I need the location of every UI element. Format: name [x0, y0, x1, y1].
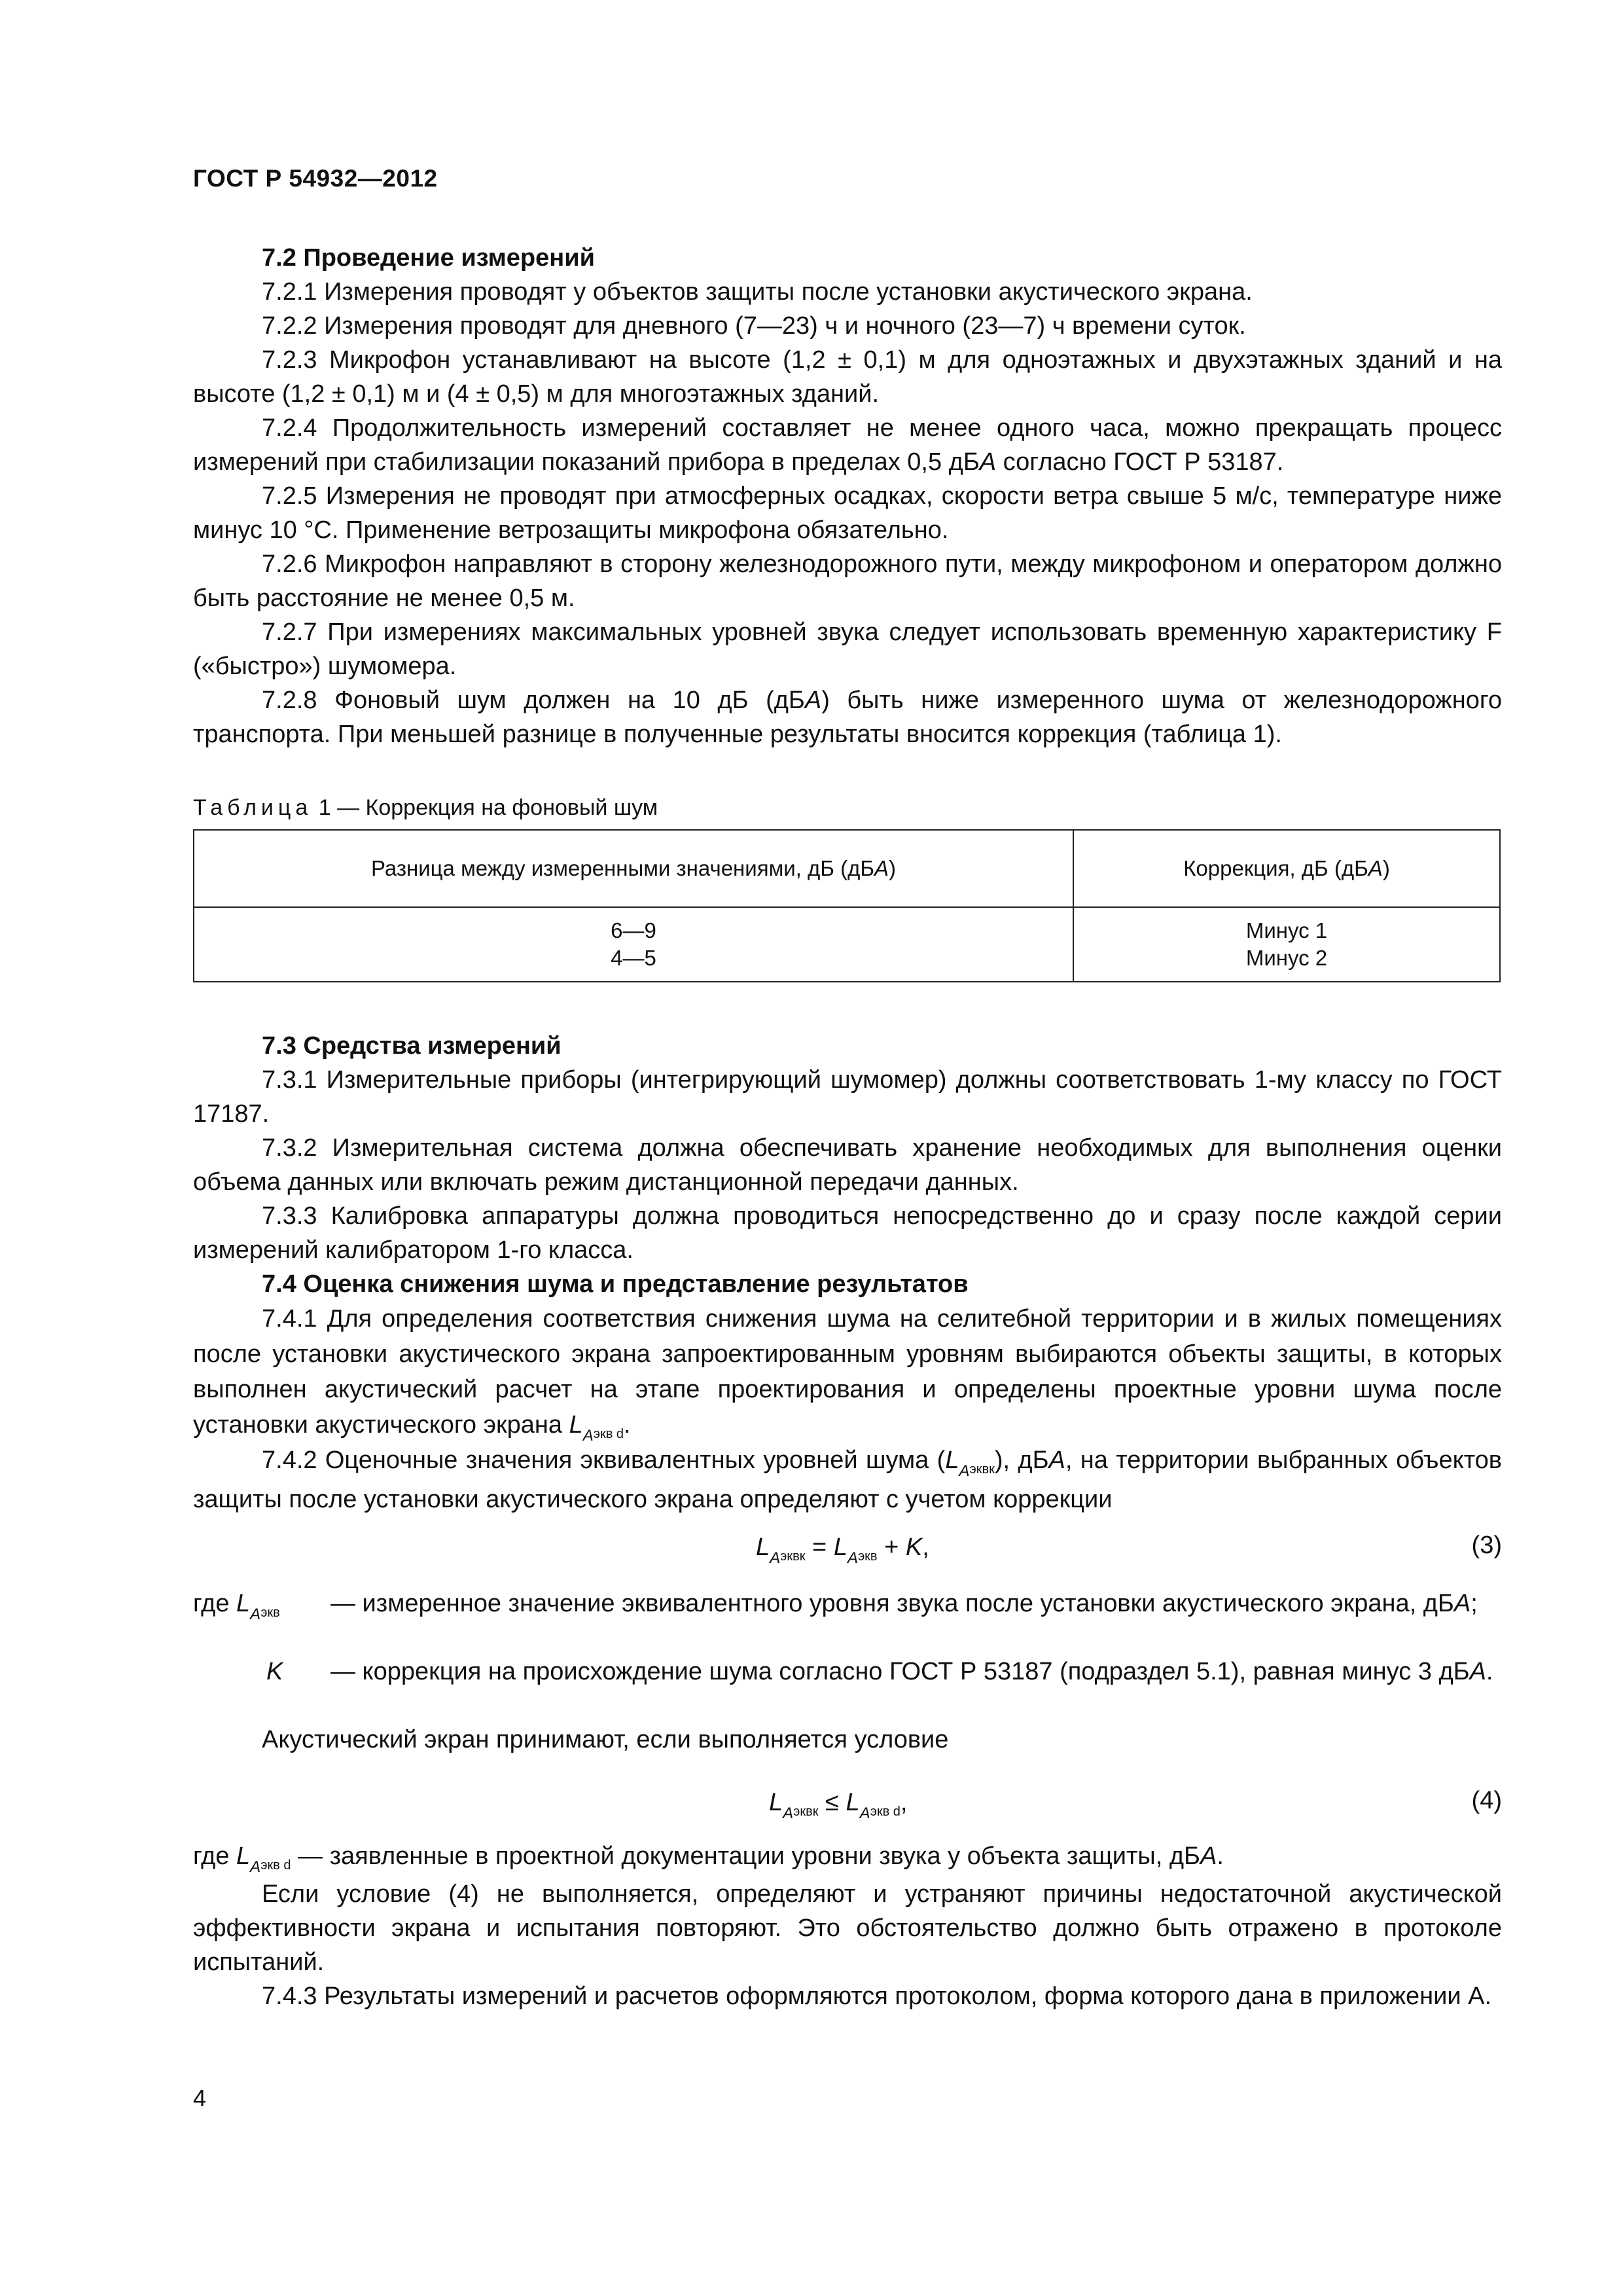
table-header-correction: Коррекция, дБ (дБA)	[1073, 830, 1500, 907]
para-7-3-1: 7.3.1 Измерительные приборы (интегрирующий шумомер) должны соответствовать 1-му классу по ГОСТ 17187.	[193, 1066, 1502, 1128]
para-condition-fail: Если условие (4) не выполняется, определяют и устраняют причины недостаточной акустической эффективности экрана и испытания повторяют. Это обстоятельство должно быть отражено в протоколе испытаний.	[193, 1880, 1502, 1976]
equation-3: $L_{Aэквк} = L_{Aэкв} + K$,	[756, 1534, 929, 1567]
para-7-4-2: 7.4.2 Оценочные значения эквивалентных уровней шума $(L_{Aэквк})$, дБA, на территории выбранных объектов защиты после установки акустического экрана определяют с учетом коррекции	[193, 1446, 1502, 1513]
para-7-2-2: 7.2.2 Измерения проводят для дневного (7—23) ч и ночного (23—7) ч времени суток.	[262, 312, 1246, 340]
para-7-2-3: 7.2.3 Микрофон устанавливают на высоте (1,2 ± 0,1) м для одноэтажных и двухэтажных зданий и на высоте (1,2 ± 0,1) м и (4 ± 0,5) м для многоэтажных зданий.	[193, 346, 1502, 408]
section-7-4-heading: 7.4 Оценка снижения шума и представление результатов	[262, 1270, 969, 1298]
para-7-2-5: 7.2.5 Измерения не проводят при атмосферных осадках, скорости ветра свыше 5 м/с, температуре ниже минус 10 °С. Применение ветрозащиты микрофона обязательно.	[193, 482, 1502, 544]
document-header: ГОСТ Р 54932—2012	[193, 165, 438, 192]
para-7-2-1: 7.2.1 Измерения проводят у объектов защиты после установки акустического экрана.	[262, 278, 1253, 306]
table-header-difference: Разница между измеренными значениями, дБ (дБA)	[194, 830, 1073, 907]
where-lead-1: где $L_{Aэкв}$	[193, 1590, 280, 1623]
table-cell-difference: 6—9 4—5	[194, 907, 1073, 982]
table-caption: Таблица 1 — Коррекция на фоновый шум	[193, 795, 658, 820]
para-7-2-6: 7.2.6 Микрофон направляют в сторону железнодорожного пути, между микрофоном и оператором должно быть расстояние не менее 0,5 м.	[193, 550, 1502, 612]
para-7-4-1: 7.4.1 Для определения соответствия снижения шума на селитебной территории и в жилых помещениях после установки акустического экрана запроектированным уровням выбираются объекты защиты, в которых выполнен акустический расчет на этапе проектирования и определены проектные уровни шума после установки акустического экрана $L_{Aэкв d}$.	[193, 1305, 1502, 1444]
para-7-4-3: 7.4.3 Результаты измерений и расчетов оформляются протоколом, форма которого дана в приложении А.	[262, 1982, 1492, 2010]
where-3: где $L_{Aэкв d}$ — заявленные в проектной документации уровни звука у объекта защиты, дБA.	[193, 1842, 1224, 1876]
page-number: 4	[193, 2085, 207, 2111]
para-7-3-2: 7.3.2 Измерительная система должна обеспечивать хранение необходимых для выполнения оценки объема данных или включать режим дистанционной передачи данных.	[193, 1134, 1502, 1196]
section-7-2-heading: 7.2 Проведение измерений	[262, 244, 595, 272]
where-text-2: — коррекция на происхождение шума согласно ГОСТ Р 53187 (подраздел 5.1), равная минус 3 дБA.	[330, 1658, 1493, 1685]
section-7-3-heading: 7.3 Средства измерений	[262, 1032, 562, 1060]
where-lead-2: K	[266, 1658, 283, 1685]
equation-4: $L_{Aэквк} \le L_{Aэкв d}$,	[769, 1789, 908, 1822]
para-7-2-7: 7.2.7 При измерениях максимальных уровней звука следует использовать временную характеристику F («быстро») шумомера.	[193, 619, 1502, 680]
para-7-2-4: 7.2.4 Продолжительность измерений составляет не менее одного часа, можно прекращать процесс измерений при стабилизации показаний прибора в пределах 0,5 дБA согласно ГОСТ Р 53187.	[193, 414, 1502, 476]
where-text-1: — измеренное значение эквивалентного уровня звука после установки акустического экрана, дБA;	[330, 1590, 1478, 1617]
para-7-3-3: 7.3.3 Калибровка аппаратуры должна проводиться непосредственно до и сразу после каждой серии измерений калибратором 1-го класса.	[193, 1202, 1502, 1264]
equation-3-number: (3)	[1471, 1532, 1502, 1559]
table-cell-correction: Минус 1 Минус 2	[1073, 907, 1500, 982]
accept-condition: Акустический экран принимают, если выполняется условие	[262, 1726, 949, 1753]
equation-4-number: (4)	[1471, 1787, 1502, 1814]
correction-table	[193, 829, 1501, 982]
para-7-2-8: 7.2.8 Фоновый шум должен на 10 дБ (дБA) быть ниже измеренного шума от железнодорожного транспорта. При меньшей разнице в полученные результаты вносится коррекция (таблица 1).	[193, 687, 1502, 748]
